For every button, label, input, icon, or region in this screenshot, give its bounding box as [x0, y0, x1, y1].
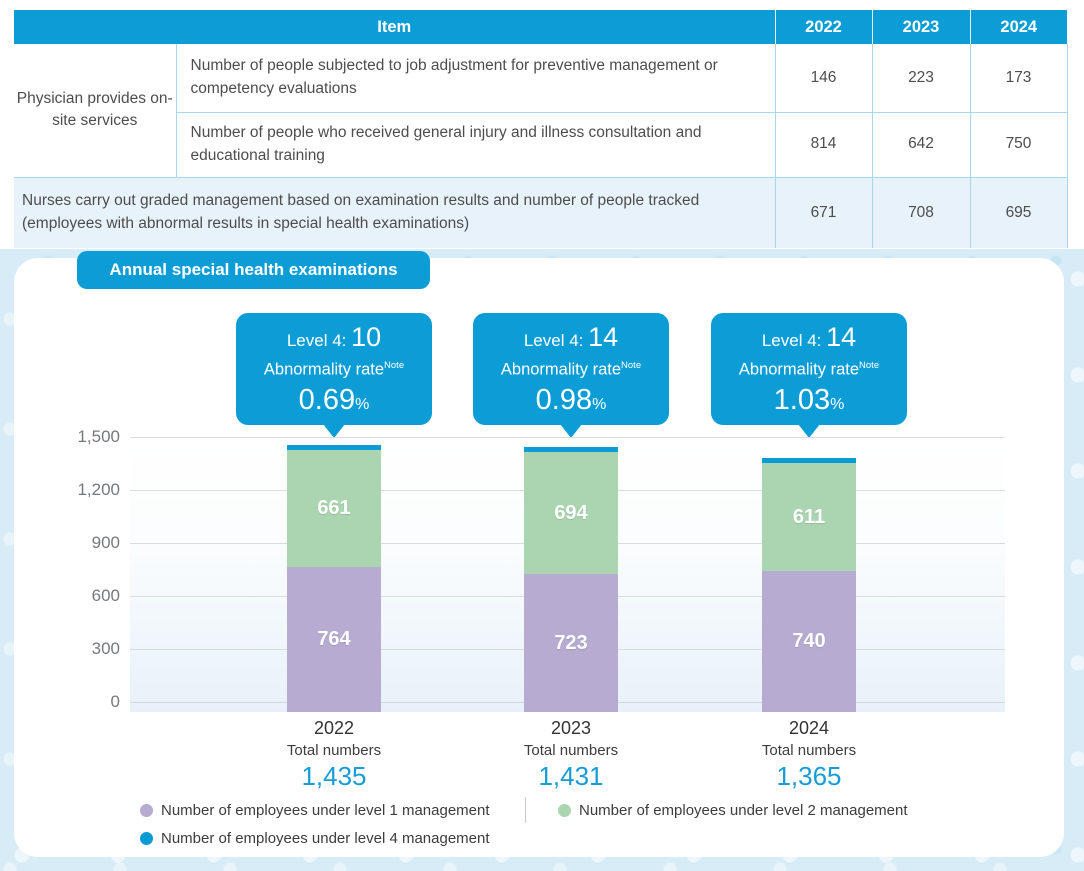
level-label: Level 4: — [523, 331, 584, 350]
level-label: Level 4: — [286, 331, 347, 350]
rate-value: 0.98 — [535, 383, 593, 416]
y-axis-tick: 1,200 — [77, 480, 120, 499]
cell-value: 750 — [970, 112, 1067, 177]
percent-sign: % — [592, 395, 607, 413]
x-axis-label: 2023 — [550, 718, 592, 738]
table-row — [14, 177, 1067, 248]
level1-dot-icon — [140, 804, 153, 817]
health-services-table — [14, 10, 1068, 248]
x-axis-label: 2024 — [788, 718, 830, 738]
callout-2022 — [236, 313, 432, 425]
note-superscript: Note — [859, 360, 880, 371]
segment-value-label: 661 — [317, 497, 351, 520]
row-label: Nurses carry out graded management based on examination results and number of people tracked (employees with abnormal results in special health examinations) — [14, 177, 775, 248]
cell-value: 695 — [970, 177, 1067, 248]
callout-2024 — [711, 313, 907, 425]
header-cell-2022: 2022 — [775, 10, 872, 44]
level-label: Level 4: — [761, 331, 822, 350]
rate-value: 1.03 — [773, 383, 831, 416]
percent-sign: % — [355, 395, 370, 413]
bar-segment-level1 — [762, 571, 856, 712]
legend-label: Number of employees under level 2 management — [579, 801, 908, 819]
bar-2024 — [762, 458, 856, 712]
bar-2023 — [524, 447, 618, 712]
x-group-2023 — [476, 716, 666, 791]
callout-level-line — [711, 322, 907, 356]
bar-segment-level2 — [762, 463, 856, 571]
x-group-2022 — [239, 716, 429, 791]
callout-rate-line — [473, 356, 669, 380]
cell-value: 146 — [775, 44, 872, 112]
bar-2022 — [287, 445, 381, 712]
row-label: Number of people who received general injury and illness consultation and educational training — [176, 112, 775, 177]
callout-rate-value — [473, 380, 669, 425]
total-numbers-label: Total numbers — [523, 742, 619, 759]
bar-segment-level1 — [524, 574, 618, 712]
callout-rate-value — [236, 380, 432, 425]
note-superscript: Note — [621, 360, 642, 371]
y-axis-tick: 900 — [91, 533, 120, 552]
level-value: 14 — [588, 322, 619, 352]
total-numbers-label: Total numbers — [286, 742, 382, 759]
legend-item-level1 — [140, 800, 490, 820]
x-axis-label: 2022 — [313, 718, 355, 738]
cell-value: 671 — [775, 177, 872, 248]
callout-tail — [560, 424, 582, 438]
x-group-2024 — [714, 716, 904, 791]
segment-value-label: 740 — [792, 630, 826, 653]
row-group-label: Physician provides on-site services — [14, 44, 176, 177]
level2-dot-icon — [558, 804, 571, 817]
total-value: 1,431 — [538, 761, 604, 791]
legend-label: Number of employees under level 4 management — [161, 829, 490, 847]
segment-value-label: 723 — [554, 631, 588, 654]
y-axis-tick: 1,500 — [77, 427, 120, 446]
cell-value: 223 — [872, 44, 970, 112]
row-label: Number of people subjected to job adjustment for preventive management or competency evaluations — [176, 44, 775, 112]
percent-sign: % — [830, 395, 845, 413]
legend-item-level4 — [140, 828, 490, 848]
cell-value: 642 — [872, 112, 970, 177]
table-row — [14, 44, 1067, 112]
rate-label: Abnormality rate — [500, 360, 622, 379]
callout-rate-line — [236, 356, 432, 380]
total-value: 1,435 — [301, 761, 367, 791]
total-numbers-label: Total numbers — [761, 742, 857, 759]
level-value: 10 — [351, 322, 382, 352]
note-superscript: Note — [384, 360, 405, 371]
callout-tail — [798, 424, 820, 438]
header-cell-2024: 2024 — [970, 10, 1067, 44]
total-value: 1,365 — [776, 761, 842, 791]
chart-title-badge: Annual special health examinations — [77, 251, 430, 289]
segment-value-label: 764 — [317, 628, 351, 650]
header-cell-item: Item — [14, 10, 775, 44]
legend-label: Number of employees under level 1 management — [161, 801, 490, 819]
callout-level-line — [473, 322, 669, 356]
cell-value: 814 — [775, 112, 872, 177]
segment-value-label: 694 — [554, 501, 588, 524]
legend-item-level2 — [558, 800, 908, 820]
y-axis-tick: 600 — [91, 586, 120, 605]
callout-tail — [323, 424, 345, 438]
legend-divider — [525, 797, 526, 823]
y-axis-tick: 0 — [110, 692, 120, 711]
cell-value: 708 — [872, 177, 970, 248]
rate-label: Abnormality rate — [263, 360, 385, 379]
gridline — [130, 437, 1005, 438]
stacked-bar-chart — [130, 437, 1005, 712]
table-header-row — [14, 10, 1067, 44]
callout-2023 — [473, 313, 669, 425]
bar-segment-level1 — [287, 567, 381, 712]
level4-dot-icon — [140, 832, 153, 845]
level-value: 14 — [826, 322, 857, 352]
segment-value-label: 611 — [792, 505, 826, 528]
y-axis-tick: 300 — [91, 639, 120, 658]
rate-value: 0.69 — [298, 383, 356, 416]
bar-segment-level2 — [524, 452, 618, 575]
callout-level-line — [236, 322, 432, 356]
callout-rate-line — [711, 356, 907, 380]
callout-rate-value — [711, 380, 907, 425]
bar-segment-level2 — [287, 450, 381, 567]
header-cell-2023: 2023 — [872, 10, 970, 44]
rate-label: Abnormality rate — [738, 360, 860, 379]
cell-value: 173 — [970, 44, 1067, 112]
